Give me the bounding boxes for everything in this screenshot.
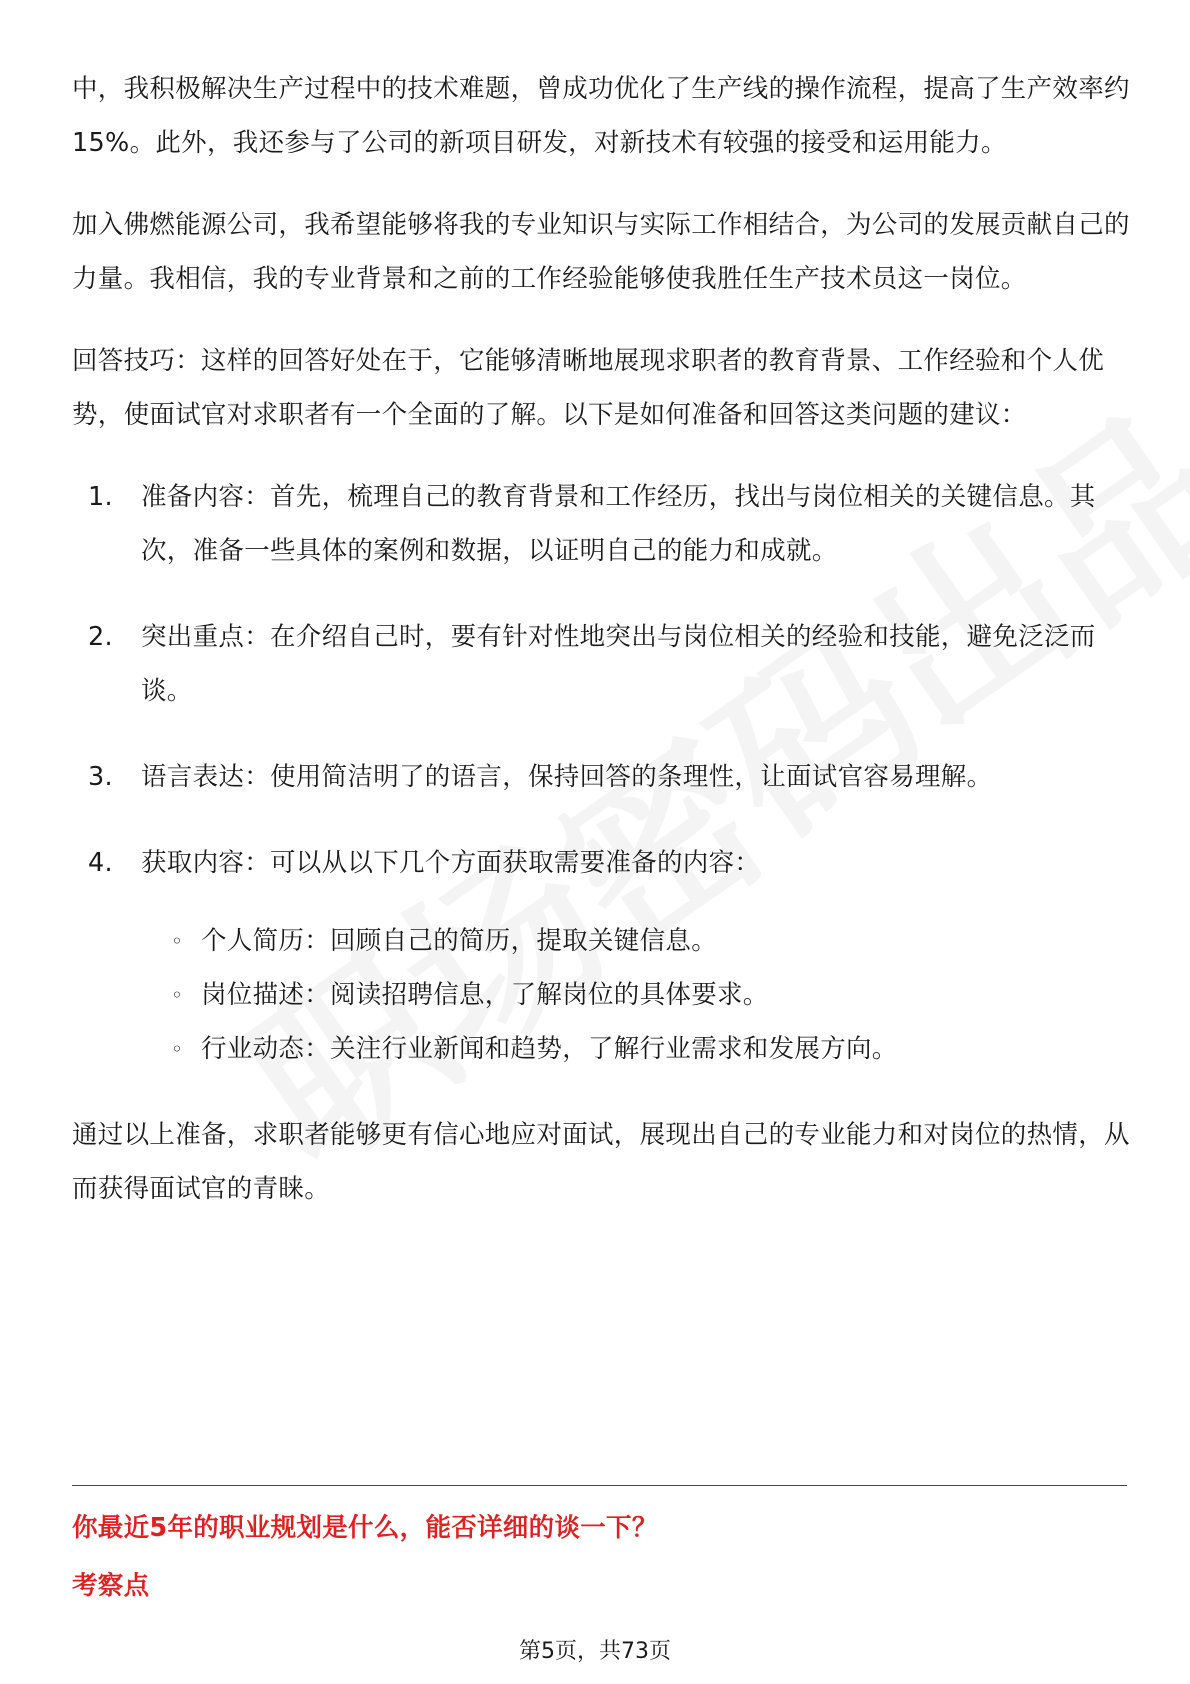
list-item-text: 准备内容：首先，梳理自己的教育背景和工作经历，找出与岗位相关的关键信息。其次，准备一些具体的案例和数据，以证明自己的能力和成就。 bbox=[141, 482, 1096, 566]
list-item-text: 突出重点：在介绍自己时，要有针对性地突出与岗位相关的经验和技能，避免泛泛而谈。 bbox=[141, 622, 1096, 706]
list-number: 1. bbox=[88, 482, 113, 512]
paragraph-answer-tips: 回答技巧：这样的回答好处在于，它能够清晰地展现求职者的教育背景、工作经验和个人优势，使面试官对求职者有一个全面的了解。以下是如何准备和回答这类问题的建议： bbox=[72, 346, 1105, 430]
sources-sublist bbox=[141, 914, 1132, 1076]
list-item bbox=[88, 470, 1132, 578]
list-number: 3. bbox=[88, 762, 113, 792]
sublist-item-text: 行业动态：关注行业新闻和趋势，了解行业需求和发展方向。 bbox=[201, 1034, 898, 1064]
list-item-text: 获取内容：可以从以下几个方面获取需要准备的内容： bbox=[141, 848, 761, 878]
next-question-heading: 你最近5年的职业规划是什么，能否详细的谈一下？ bbox=[72, 1513, 658, 1543]
sublist-item bbox=[171, 914, 1132, 968]
paragraph-motivation: 加入佛燃能源公司，我希望能够将我的专业知识与实际工作相结合，为公司的发展贡献自己的力量。我相信，我的专业背景和之前的工作经验能够使我胜任生产技术员这一岗位。 bbox=[72, 210, 1130, 294]
list-number: 2. bbox=[88, 622, 113, 652]
hollow-bullet-icon: ◦ bbox=[171, 1037, 184, 1061]
sublist-item bbox=[171, 1022, 1132, 1076]
hollow-bullet-icon: ◦ bbox=[171, 983, 184, 1007]
sublist-item-text: 个人简历：回顾自己的简历，提取关键信息。 bbox=[201, 926, 718, 956]
paragraph-closing: 通过以上准备，求职者能够更有信心地应对面试，展现出自己的专业能力和对岗位的热情，从而获得面试官的青睐。 bbox=[72, 1120, 1130, 1204]
list-number: 4. bbox=[88, 848, 113, 878]
paragraph-experience: 中，我积极解决生产过程中的技术难题，曾成功优化了生产线的操作流程，提高了生产效率约15%。此外，我还参与了公司的新项目研发，对新技术有较强的接受和运用能力。 bbox=[72, 74, 1130, 158]
list-item bbox=[88, 750, 1132, 804]
sublist-item bbox=[171, 968, 1132, 1022]
list-item bbox=[88, 610, 1132, 718]
sublist-item-text: 岗位描述：阅读招聘信息，了解岗位的具体要求。 bbox=[201, 980, 769, 1010]
section-label: 考察点 bbox=[72, 1571, 150, 1601]
tips-list bbox=[72, 470, 1132, 1076]
list-item bbox=[88, 836, 1132, 1076]
list-item-text: 语言表达：使用简洁明了的语言，保持回答的条理性，让面试官容易理解。 bbox=[141, 762, 993, 792]
section-divider bbox=[72, 1485, 1127, 1486]
page-content bbox=[72, 62, 1132, 1244]
hollow-bullet-icon: ◦ bbox=[171, 929, 184, 953]
page-footer: 第5页，共73页 bbox=[519, 1639, 671, 1664]
